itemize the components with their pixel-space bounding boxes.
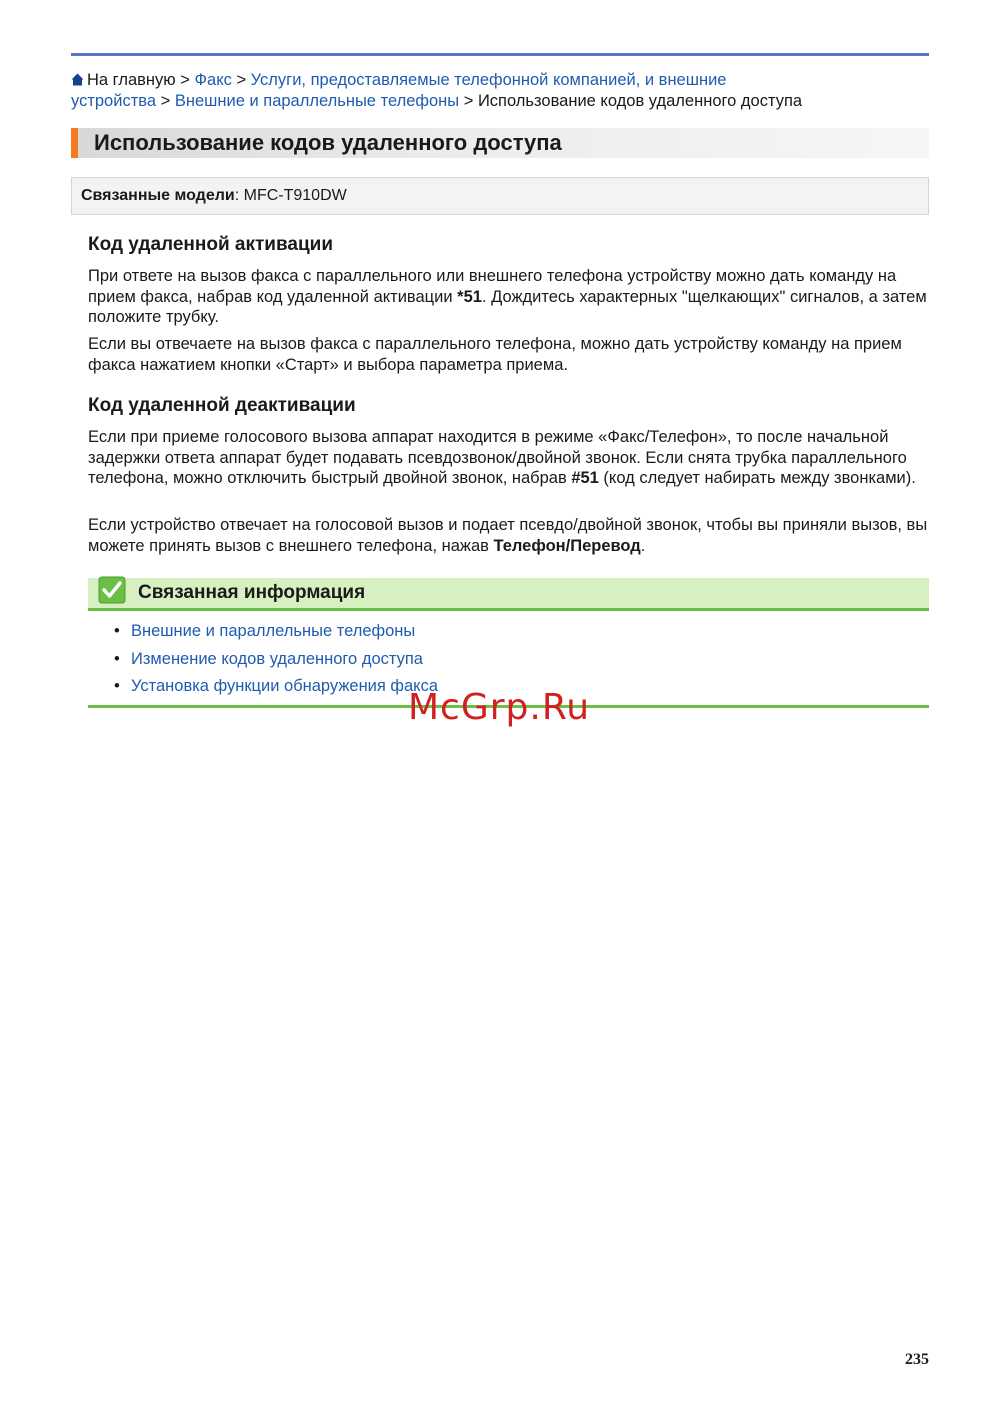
bullet: • [114, 622, 120, 640]
related-info-title: Связанная информация [138, 582, 366, 603]
related-links-list [114, 618, 438, 701]
related-models-box [71, 177, 929, 215]
paragraph-deactivation-1: Если при приеме голосового вызова аппарат находится в режиме «Факс/Телефон», то после начальной задержки ответа аппарат будет подавать псевдозвонок/двойной звонок. Если снята трубка параллельного телефона, можно отключить быстрый двойной звонок, набрав #51 (код следует набирать между звонками). [88, 428, 916, 487]
related-link-external-phones[interactable]: Внешние и параллельные телефоны [131, 622, 416, 640]
breadcrumb [71, 70, 931, 112]
title-accent [71, 128, 78, 158]
activation-code: *51 [457, 287, 482, 306]
breadcrumb-sep: > [236, 71, 247, 89]
deactivation-code: #51 [571, 469, 599, 487]
breadcrumb-services-link[interactable]: Услуги, предоставляемые телефонной компанией, и внешние [250, 71, 727, 89]
bullet: • [114, 677, 120, 695]
related-link-fax-detect[interactable]: Установка функции обнаружения факса [131, 677, 438, 695]
page-number: 235 [905, 1351, 929, 1368]
breadcrumb-services-link-cont[interactable]: устройства [71, 92, 157, 110]
breadcrumb-sep: > [160, 92, 171, 110]
paragraph-activation-1: При ответе на вызов факса с параллельного или внешнего телефона устройству можно дать команду на прием факса, набрав код удаленной активации *51. Дождитесь характерных "щелкающих" сигналов, а затем положите трубку. [88, 267, 927, 326]
list-item [114, 618, 438, 646]
breadcrumb-home[interactable]: На главную [87, 71, 176, 89]
list-item [114, 646, 438, 674]
top-rule [71, 53, 929, 56]
breadcrumb-current: Использование кодов удаленного доступа [477, 92, 803, 110]
breadcrumb-sep: > [180, 71, 190, 89]
related-models-label: Связанные модели [81, 187, 235, 204]
related-link-change-codes[interactable]: Изменение кодов удаленного доступа [131, 649, 423, 668]
watermark: McGrp.Ru [408, 687, 591, 728]
section-heading-activation: Код удаленной активации [88, 234, 334, 255]
related-models [81, 178, 347, 214]
paragraph-activation-2: Если вы отвечаете на вызов факса с параллельного телефона, можно дать устройству команду на прием факса нажатием кнопки «Старт» и выбора параметра приема. [88, 335, 902, 374]
related-models-value: : MFC-T910DW [234, 187, 347, 204]
breadcrumb-phones-link[interactable]: Внешние и параллельные телефоны [174, 92, 460, 110]
title-bar [71, 128, 929, 158]
paragraph-deactivation-2: Если устройство отвечает на голосовой вызов и подает псевдо/двойной звонок, чтобы вы приняли вызов, вы можете принять вызов с внешнего телефона, нажав Телефон/Перевод. [88, 516, 928, 555]
home-icon[interactable] [71, 73, 84, 86]
page-title: Использование кодов удаленного доступа [94, 130, 562, 155]
breadcrumb-fax-link[interactable]: Факс [194, 71, 232, 89]
section-heading-deactivation: Код удаленной деактивации [88, 395, 356, 416]
breadcrumb-sep: > [463, 92, 474, 110]
list-item [114, 673, 438, 701]
phone-transfer-button-label: Телефон/Перевод [493, 536, 641, 555]
checkmark-icon [98, 576, 126, 604]
bullet: • [114, 649, 120, 668]
related-info-header [88, 578, 929, 611]
